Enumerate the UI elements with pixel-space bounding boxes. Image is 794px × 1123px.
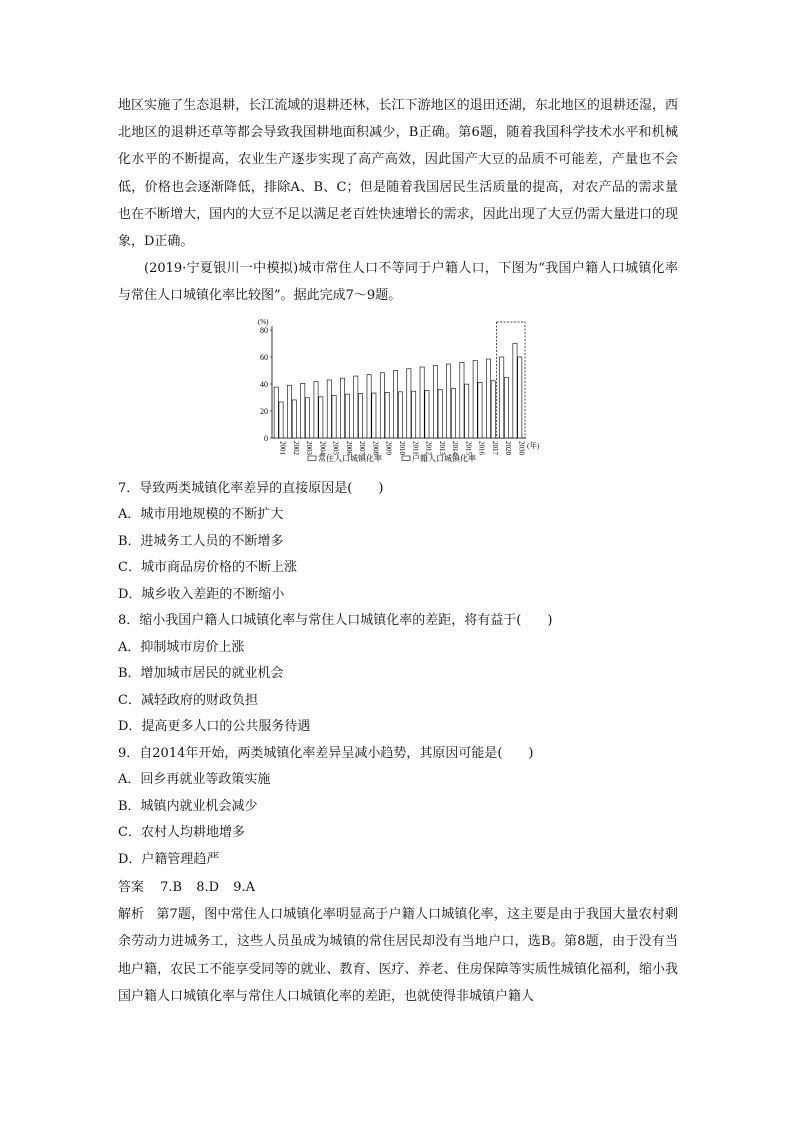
- x-tick-label: 2013: [437, 440, 446, 455]
- bar-resident: [460, 362, 464, 438]
- x-tick-label: 2001: [278, 440, 287, 455]
- x-tick-label: 2012: [424, 440, 433, 455]
- x-tick-label: 2020: [504, 440, 513, 455]
- option-d: D．户籍管理趋严: [118, 851, 220, 867]
- bar-registered: [305, 397, 309, 437]
- analysis-text: 第7题，图中常住人口城镇化率明显高于户籍人口城镇化率，这主要是由于我国大量农村剩余劳动力进城务工，这些人员虽成为城镇的常住居民却没有当地户口，选B。第8题，由于没有当地户籍，农民工不能享受同等的就业、教育、医疗、养老、住房保障等实质性城镇化福利，缩小我国户籍人口城镇化率与常住人口城镇化率的差距，也就使得非城镇户籍人: [118, 907, 678, 1004]
- question-stem: 8．缩小我国户籍人口城镇化率与常住人口城镇化率的差距，将有益于( ): [118, 613, 553, 629]
- option-a: A．回乡再就业等政策实施: [118, 772, 271, 788]
- bar-registered: [372, 393, 376, 438]
- x-tick-label: 2004: [318, 440, 327, 455]
- answer-item: 7.B: [160, 880, 183, 896]
- x-tick-label: 2002: [291, 440, 300, 455]
- x-tick-label: 2014: [451, 440, 460, 455]
- bar-resident: [327, 380, 331, 438]
- answer-label: 答案: [118, 880, 145, 896]
- bar-registered: [345, 394, 349, 438]
- bar-registered: [292, 400, 296, 438]
- source-paragraph: (2019·宁夏银川一中模拟)城市常住人口不等同于户籍人口，下图为“我国户籍人口城镇化率与常住人口城镇化率比较图”。据此完成7～9题。: [118, 261, 678, 304]
- legend-label: 常住人口城镇化率: [318, 453, 382, 463]
- chart-svg: [250, 316, 550, 466]
- x-tick-label: 2011: [411, 440, 420, 455]
- question-stem: 7．导致两类城镇化率差异的直接原因是( ): [118, 480, 384, 496]
- y-axis-label: (%): [258, 317, 269, 326]
- option-b: B．城镇内就业机会减少: [118, 798, 258, 814]
- x-tick-label: 2006: [344, 440, 353, 455]
- answer-line: [118, 875, 678, 901]
- bar-registered: [465, 384, 469, 438]
- bar-registered: [504, 377, 508, 438]
- y-tick-label: 60: [260, 352, 268, 362]
- y-tick-label: 20: [260, 406, 268, 416]
- urbanization-chart: [118, 316, 678, 466]
- bar-resident: [301, 383, 305, 438]
- bar-registered: [518, 357, 522, 438]
- option-a: A．城市用地规模的不断扩大: [118, 507, 284, 523]
- bar-resident: [380, 372, 384, 437]
- option-d: D．提高更多人口的公共服务待遇: [118, 719, 311, 735]
- legend-swatch: [402, 456, 410, 461]
- bar-resident: [447, 364, 451, 438]
- bar-registered: [438, 389, 442, 437]
- x-tick-label: 2016: [477, 440, 486, 455]
- bar-registered: [332, 395, 336, 438]
- bar-resident: [473, 360, 477, 437]
- question-stem: 9．自2014年开始，两类城镇化率差异呈减小趋势，其原因可能是( ): [118, 745, 534, 761]
- bar-resident: [314, 381, 318, 437]
- x-axis-label: (年): [527, 440, 540, 450]
- legend-swatch: [308, 456, 316, 461]
- intro-paragraph: 地区实施了生态退耕，长江流域的退耕还林，长江下游地区的退田还湖，东北地区的退耕还湿，西北地区的退耕还草等都会导致我国耕地面积减少，B正确。第6题，随着我国科学技术水平和机械化水平的不断提高，农业生产逐步实现了高产高效，因此国产大豆的品质不可能差，产量也不会低，价格也会逐渐降低，排除A、B、C；但是随着我国居民生活质量的提高，对农产品的需求量也在不断增大，国内的大豆不足以满足老百姓快速增长的需求，因此出现了大豆仍需大量进口的现象，D正确。: [118, 98, 678, 250]
- y-tick-label: 80: [260, 325, 268, 335]
- question-7: [118, 476, 678, 609]
- question-9: [118, 741, 678, 874]
- bar-resident: [433, 365, 437, 437]
- x-tick-label: 2007: [358, 440, 367, 455]
- option-b: B．进城务工人员的不断增多: [118, 533, 284, 549]
- bar-resident: [394, 370, 398, 438]
- bar-registered: [398, 391, 402, 437]
- document-page: [118, 92, 678, 1010]
- option-c: C．城市商品房价格的不断上涨: [118, 560, 297, 576]
- legend-label: 户籍人口城镇化率: [412, 453, 476, 463]
- x-tick-label: 2005: [331, 440, 340, 455]
- y-tick-label: 40: [260, 379, 268, 389]
- bar-resident: [407, 368, 411, 437]
- bar-registered: [451, 388, 455, 437]
- option-c: C．减轻政府的财政负担: [118, 692, 258, 708]
- option-c: C．农村人均耕地增多: [118, 825, 245, 841]
- bar-registered: [425, 390, 429, 438]
- question-8: [118, 608, 678, 741]
- bar-resident: [274, 387, 278, 438]
- analysis-label: 解析: [118, 907, 145, 923]
- bar-registered: [491, 380, 495, 437]
- x-tick-label: 2010: [398, 440, 406, 455]
- bar-registered: [478, 382, 482, 438]
- x-tick-label: 2009: [384, 440, 393, 455]
- bar-resident: [500, 357, 504, 438]
- option-d: D．城乡收入差距的不断缩小: [118, 586, 285, 602]
- x-tick-label: 2015: [464, 440, 473, 455]
- answer-item: 8.D: [196, 880, 220, 896]
- bar-resident: [354, 376, 358, 438]
- bar-registered: [385, 392, 389, 438]
- x-tick-label: 2030: [517, 440, 526, 455]
- bar-resident: [367, 374, 371, 437]
- option-a: A．抑制城市房价上涨: [118, 639, 245, 655]
- bar-resident: [287, 385, 291, 438]
- bar-resident: [513, 343, 517, 438]
- analysis-paragraph: [118, 901, 678, 1010]
- y-tick-label: 0: [264, 433, 268, 443]
- bar-resident: [486, 359, 490, 438]
- bar-registered: [319, 396, 323, 437]
- option-b: B．增加城市居民的就业机会: [118, 666, 284, 682]
- x-tick-label: 2017: [490, 440, 499, 455]
- bar-resident: [420, 367, 424, 438]
- x-tick-label: 2008: [371, 440, 380, 455]
- x-tick-label: 2003: [305, 440, 314, 455]
- bar-registered: [359, 393, 363, 437]
- question-list: [118, 476, 678, 874]
- bar-registered: [412, 391, 416, 438]
- answer-item: 9.A: [233, 880, 256, 896]
- bar-resident: [340, 378, 344, 438]
- bar-registered: [279, 402, 283, 438]
